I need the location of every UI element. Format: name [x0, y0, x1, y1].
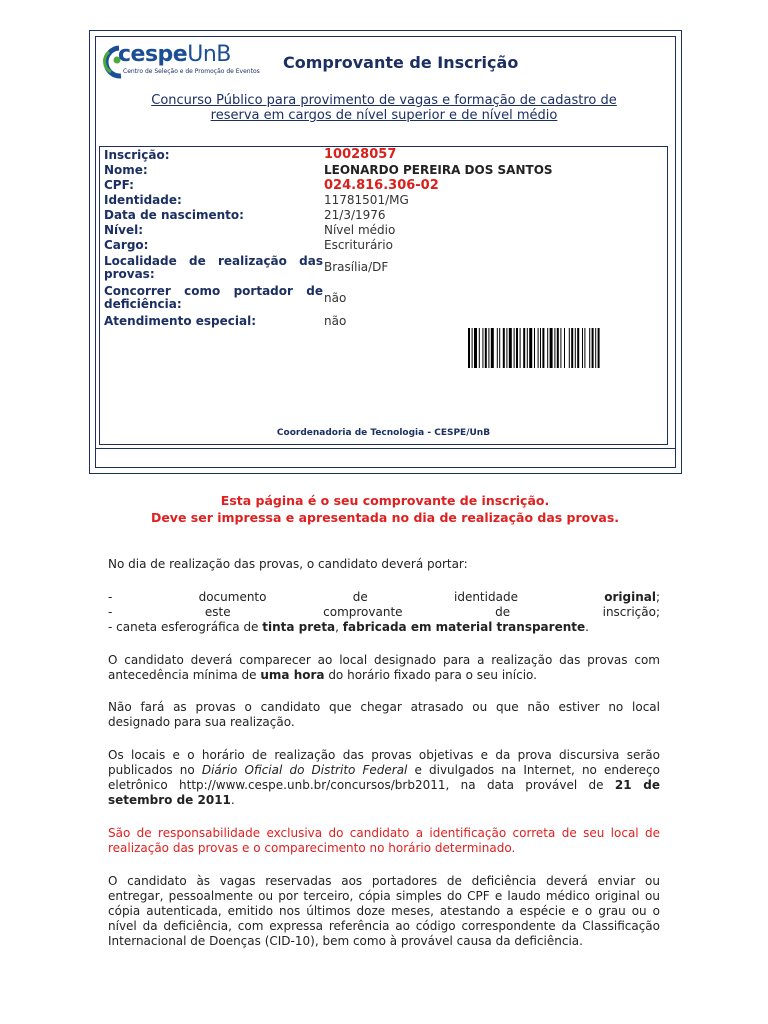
- nascimento-value: 21/3/1976: [324, 208, 386, 222]
- exam-subtitle: Concurso Público para provimento de vagas e formação de cadastro de reserva em cargos de nível superior e de nível médio: [151, 93, 617, 123]
- localidade-label: Localidade de realização das provas:: [104, 254, 323, 281]
- logo-tagline: Centro de Seleção e de Promoção de Eventos: [123, 68, 260, 75]
- list-item: - caneta esferográfica de tinta preta, fabricada em material transparente.: [108, 620, 589, 634]
- atendimento-value: não: [324, 314, 347, 328]
- paragraph-disability: O candidato às vagas reservadas aos portadores de deficiência deverá enviar ou entregar, pessoalmente ou por terceiro, cópia simples do CPF e laudo médico original ou cópia autenticada, emitido nos últimos doze meses, atestando a espécie e o grau ou o nível da deficiência, com expressa referência ao código correspondente da Classificação Internacional de Doenças (CID-10), bem como à provável causa da deficiência.: [108, 874, 660, 948]
- nivel-label: Nível:: [104, 223, 144, 237]
- paragraph-responsibility: São de responsabilidade exclusiva do candidato a identificação correta de seu local de realização das provas e o comparecimento no horário determinado.: [108, 826, 660, 855]
- deficiencia-label: Concorrer como portador de deficiência:: [104, 284, 323, 311]
- logo-wordmark: cespeUnB: [118, 42, 231, 67]
- nome-value: LEONARDO PEREIRA DOS SANTOS: [324, 163, 553, 177]
- notice-line-2: Deve ser impressa e apresentada no dia de realização das provas.: [150, 510, 620, 525]
- cpf-value: 024.816.306-02: [324, 178, 439, 193]
- atendimento-label: Atendimento especial:: [104, 314, 256, 328]
- nascimento-label: Data de nascimento:: [104, 208, 244, 222]
- inscricao-label: Inscrição:: [104, 148, 170, 162]
- cargo-label: Cargo:: [104, 238, 149, 252]
- paragraph-arrival: O candidato deverá comparecer ao local designado para a realização das provas com antecedência mínima de uma hora do horário fixado para o seu início.: [108, 653, 660, 682]
- inscricao-value: 10028057: [324, 147, 397, 162]
- identidade-label: Identidade:: [104, 193, 182, 207]
- localidade-value: Brasília/DF: [324, 260, 389, 274]
- items-list: [108, 590, 660, 635]
- barcode-icon: [468, 328, 654, 368]
- list-item: - documento de identidade original;: [108, 590, 660, 604]
- nome-label: Nome:: [104, 163, 148, 177]
- identidade-value: 11781501/MG: [324, 193, 409, 207]
- nivel-value: Nível médio: [324, 223, 396, 237]
- list-item: - este comprovante de inscrição;: [108, 605, 660, 619]
- cpf-label: CPF:: [104, 178, 134, 192]
- paragraph-locations: Os locais e o horário de realização das provas objetivas e da prova discursiva serão publicados no Diário Oficial do Distrito Federal e divulgados na Internet, no endereço eletrônico http://www.cespe.unb.br/concursos/brb2011, na data provável de 21 de setembro de 2011.: [108, 748, 660, 807]
- footer-credit: Coordenadoria de Tecnologia - CESPE/UnB: [276, 428, 491, 438]
- paragraph-late: Não fará as provas o candidato que chegar atrasado ou que não estiver no local designado para sua realização.: [108, 700, 660, 729]
- instructions-intro: No dia de realização das provas, o candidato deverá portar:: [108, 557, 468, 571]
- page-title: Comprovante de Inscrição: [283, 53, 519, 72]
- cargo-value: Escriturário: [324, 238, 393, 252]
- receipt-bottom-divider: [95, 448, 676, 449]
- notice-line-1: Esta página é o seu comprovante de inscrição.: [220, 493, 550, 508]
- deficiencia-value: não: [324, 291, 347, 305]
